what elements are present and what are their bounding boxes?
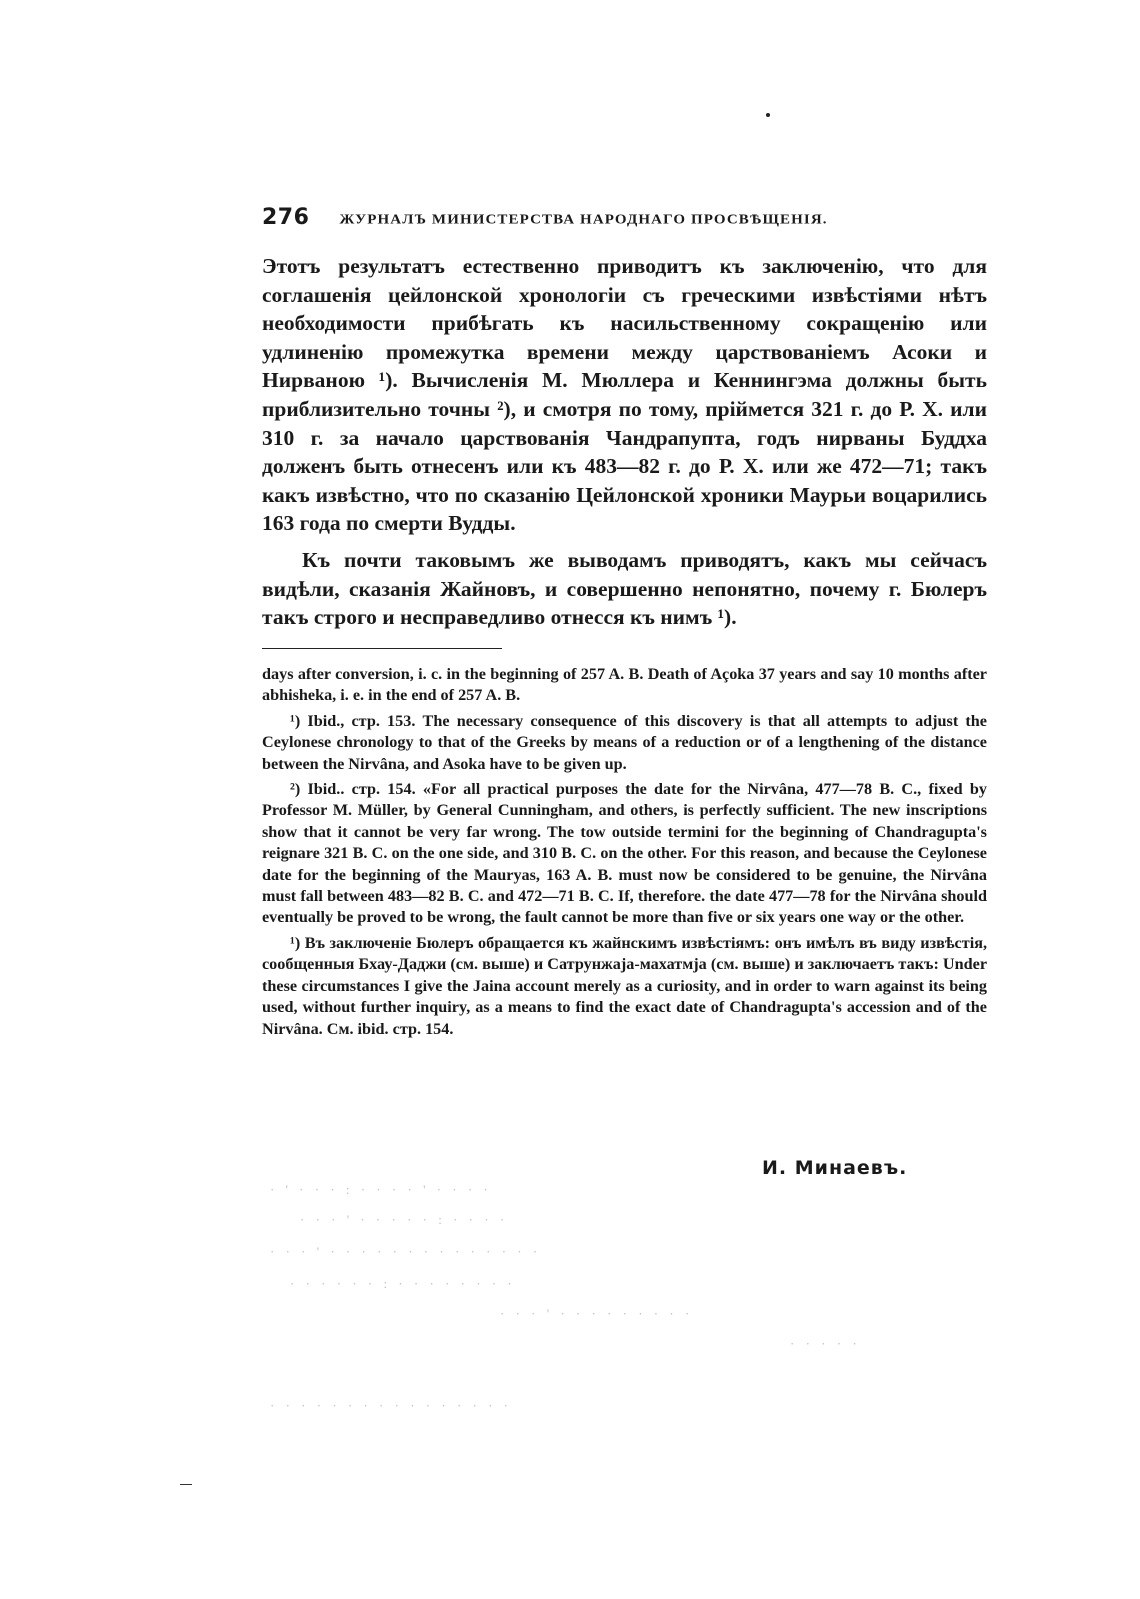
footnote-3: ¹) Въ заключеніе Бюлеръ обращается къ жайнскимъ извѣстіямъ: онъ имѣлъ въ виду извѣстія, сообщенныя Бхау-Даджи (см. выше) и Сатрунжаja-махатмja (см. выше) и заключаетъ такъ: Under these circumstances I give the Jaina account merely as a curiosity, and in order to warn against its being used, without further inquiry, as a means to find the exact date of Chandragupta's accession and of the Nirvâna. См. ibid. стр. 154.	[262, 933, 987, 1038]
footnote-separator	[262, 648, 502, 649]
bleed-through-noise: · · · · ·	[790, 1336, 861, 1351]
bleed-through-noise: · · · · · · · · · · · · · · · ·	[270, 1398, 513, 1413]
footnote-continuation: days after conversion, i. c. in the beginning of 257 A. B. Death of Açoka 37 years and say 10 months after abhisheka, i. e. in the end of 257 A. B.	[262, 665, 987, 705]
paragraph-1: Этотъ результатъ естественно приводитъ къ заключенію, что для соглашенія цейлонской хронологіи съ греческими извѣстіями нѣтъ необходимости прибѣгать къ насильственному сокращенію или удлиненію промежутка времени между царствованіемъ Асоки и Нирваною ¹). Вычисленія М. Мюллера и Кеннингэма должны быть приблизительно точны ²), и смотря по тому, пріймется 321 г. до Р. Х. или 310 г. за начало царствованія Чандрапупта, годъ нирваны Буддха долженъ быть отнесенъ или къ 483—82 г. до Р. Х. или же 472—71; такъ какъ извѣстно, что по сказанію Цейлонской хроники Маурьи воцарились 163 года по смерти Вудды.	[262, 254, 987, 536]
bleed-through-noise: · · · ' · · · · · : · · · ·	[300, 1212, 509, 1227]
footnote-1: ¹) Ibid., стр. 153. The necessary consequence of this discovery is that all attempts to adjust the Ceylonese chronology to that of the Greeks by means of a reduction or of a lengthening of the distance between the Nirvâna, and Asoka have to be given up.	[262, 711, 987, 773]
author-signature: И. Минаевъ.	[762, 1157, 908, 1179]
bleed-through-noise: · · · · · · : · · · · · · · ·	[290, 1276, 516, 1291]
ink-speck	[766, 113, 770, 117]
running-header	[262, 205, 987, 230]
footnotes	[262, 664, 987, 1040]
paragraph-2: Къ почти таковымъ же выводамъ приводятъ, какъ мы сейчасъ видѣли, сказанія Жайновъ, и совершенно непонятно, почему г. Бюлеръ такъ строго и несправедливо отнесся къ нимъ ¹).	[262, 547, 987, 630]
page-number: 276	[262, 205, 310, 230]
main-text	[262, 252, 987, 632]
bleed-through-noise: · · · ' · · · · · · · · · · · · · ·	[270, 1244, 542, 1259]
journal-title: ЖУРНАЛЪ МИНИСТЕРСТВА НАРОДНАГО ПРОСВѢЩЕНІЯ.	[339, 212, 828, 228]
bleed-through-noise: · · · ' · · · · · · · · ·	[500, 1306, 694, 1321]
margin-mark	[180, 1484, 192, 1485]
bleed-through-noise: · ' · · · : · · · · ' · · · ·	[270, 1182, 492, 1197]
footnote-2: ²) Ibid.. стр. 154. «For all practical purposes the date for the Nirvâna, 477—78 B. C., fixed by Professor M. Müller, by General Cunningham, and others, is perfectly sufficient. The new inscriptions show that it cannot be very far wrong. The tow outside termini for the beginning of Chandragupta's reignare 321 B. C. on the one side, and 310 B. C. on the other. For this reason, and because the Ceylonese date for the beginning of the Mauryas, 163 A. B. must now be considered to be genuine, the Nirvâna must fall between 483—82 B. C. and 472—71 B. C. If, therefore. the date 477—78 for the Nirvâna should eventually be proved to be wrong, the fault cannot be more than five or six years one way or the other.	[262, 780, 987, 927]
